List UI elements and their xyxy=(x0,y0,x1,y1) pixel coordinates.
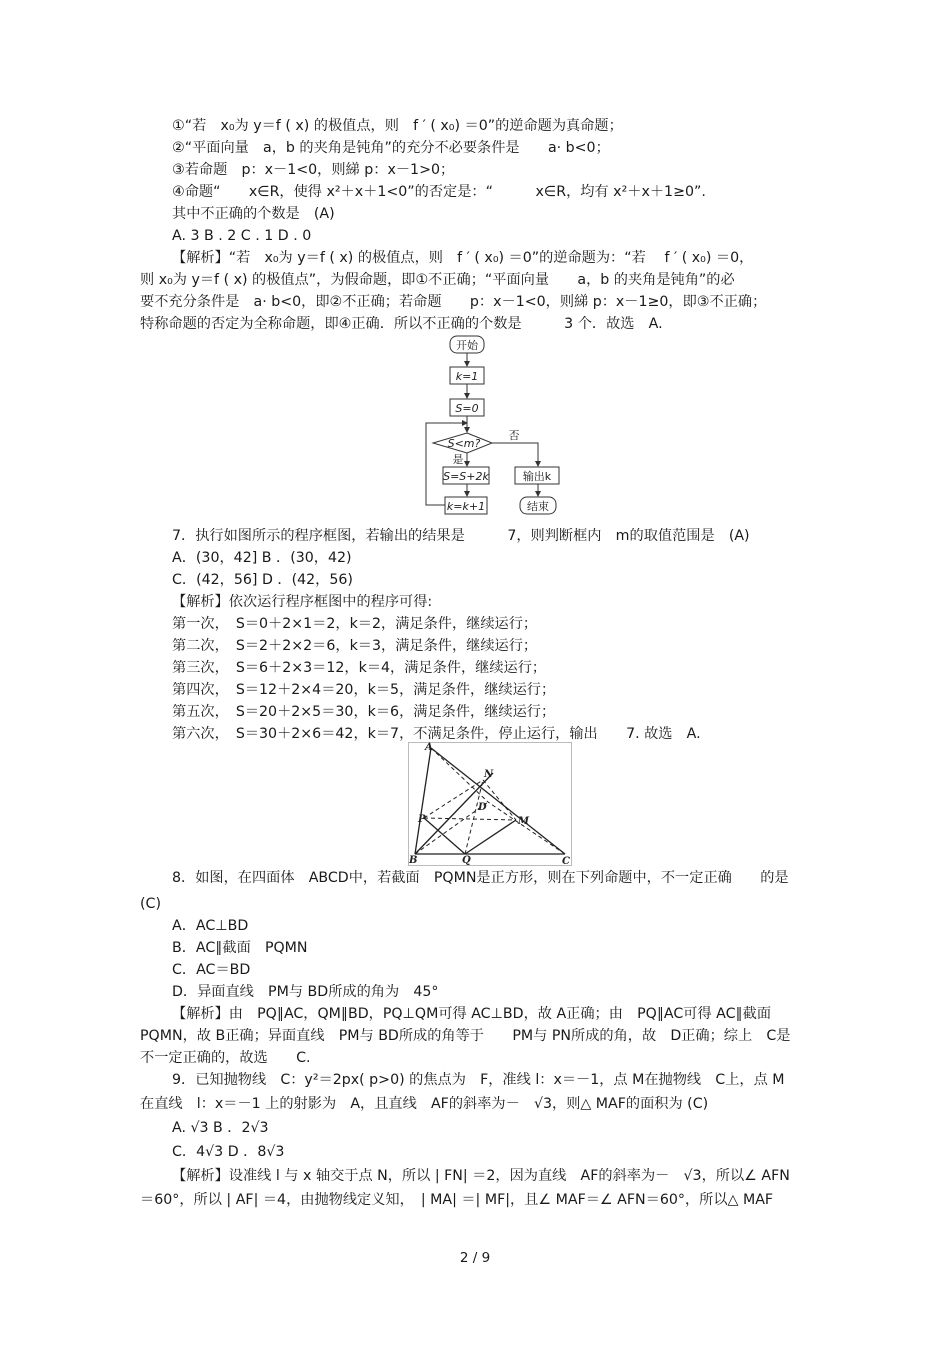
question-9-stem-1: 9．已知抛物线 C：y²＝2px( p>0) 的焦点为 F，准线 l：x＝－1，点 M在抛物线 C上，点 M xyxy=(172,1072,785,1088)
q6-solution-line-4: 特称命题的否定为全称命题，即④正确．所以不正确的个数是 3 个．故选 A. xyxy=(140,316,663,332)
edge-ad xyxy=(431,748,488,802)
question-7-options-ab: A．(30，42] B ．(30，42) xyxy=(172,550,352,566)
proposition-3: ③若命题 p：x－1<0，则綈 p：x－1>0； xyxy=(172,162,455,178)
point-q-label: Q xyxy=(462,855,471,866)
q8-option-d: D．异面直线 PM与 BD所成的角为 45° xyxy=(172,984,439,1000)
q8-solution-line-2: PQMN，故 B正确；异面直线 PM与 BD所成的角等于 PM与 PN所成的角，故 D正确；综上 C是 xyxy=(140,1028,791,1044)
proposition-4: ④命题“ x∈R，使得 x²＋x＋1<0”的否定是：“ x∈R，均有 x²＋x＋1≥0”. xyxy=(172,184,706,200)
end-label: 结束 xyxy=(527,500,549,513)
question-9-stem-2: 在直线 l：x＝－1 上的射影为 A，且直线 AF的斜率为－ √3，则△ MAF的面积为 (C) xyxy=(140,1096,709,1112)
q7-step-5: 第五次， S＝20＋2×5＝30，k＝6，满足条件，继续运行； xyxy=(172,704,556,720)
question-6-stem: 其中不正确的个数是 (A) xyxy=(172,206,335,222)
question-8-answer: (C) xyxy=(140,896,161,912)
question-6-options: A. 3 B . 2 C . 1 D . 0 xyxy=(172,228,312,244)
q8-solution-line-1: 【解析】由 PQ∥AC，QM∥BD，PQ⊥QM可得 AC⊥BD，故 A正确；由 PQ∥AC可得 AC∥截面 xyxy=(172,1006,772,1022)
q7-solution-intro: 【解析】依次运行程序框图中的程序可得: xyxy=(172,594,433,610)
vertex-b-label: B xyxy=(409,855,418,866)
program-flowchart xyxy=(418,335,568,521)
q6-solution-line-1: 【解析】“若 x₀为 y＝f ( x) 的极值点，则 f ′ ( x₀) ＝0”的逆命题为：“若 f ′ ( x₀) ＝0， xyxy=(172,250,754,266)
yes-label: 是 xyxy=(452,453,464,466)
proposition-1: ①“若 x₀为 y＝f ( x) 的极值点，则 f ′ ( x₀) ＝0”的逆命题为真命题； xyxy=(172,118,623,134)
edge-ab xyxy=(415,748,431,854)
q8-option-b: B．AC∥截面 PQMN xyxy=(172,940,308,956)
q9-options-ab: A. √3 B ．2√3 xyxy=(172,1120,269,1136)
q6-solution-line-3: 要不充分条件是 a· b<0，即②不正确；若命题 p：x－1<0，则綈 p：x－1≥0，即③不正确； xyxy=(140,294,767,310)
q8-option-c: C．AC＝BD xyxy=(172,962,251,978)
init-s-label: S=0 xyxy=(455,402,479,415)
vertex-c-label: C xyxy=(562,856,570,866)
q7-step-2: 第二次， S＝2＋2×2＝6，k＝3，满足条件，继续运行； xyxy=(172,638,538,654)
q8-option-a: A．AC⊥BD xyxy=(172,918,249,934)
segment-qm xyxy=(465,820,516,854)
page-number: 2 / 9 xyxy=(459,1250,491,1266)
q8-solution-line-3: 不一定正确的，故选 C. xyxy=(140,1050,311,1066)
update-s-label: S=S+2k xyxy=(443,470,489,483)
vertex-d-label: D xyxy=(478,802,487,813)
segment-pm xyxy=(424,818,516,820)
point-m-label: M xyxy=(518,816,530,827)
output-label: 输出k xyxy=(522,470,552,483)
question-7-stem: 7．执行如图所示的程序框图，若输出的结果是 7，则判断框内 m的取值范围是 (A) xyxy=(172,528,750,544)
edge-cd xyxy=(488,802,565,854)
q7-step-3: 第三次， S＝6＋2×3＝12，k＝4，满足条件，继续运行； xyxy=(172,660,547,676)
q7-step-1: 第一次， S＝0＋2×1＝2，k＝2，满足条件，继续运行； xyxy=(172,616,538,632)
init-k-label: k=1 xyxy=(455,370,479,383)
q9-solution-line-2: ＝60°，所以 | AF| ＝4，由抛物线定义知， | MA| ＝| MF|，且∠ MAF＝∠ AFN＝60°，所以△ MAF xyxy=(140,1192,774,1208)
proposition-2: ②“平面向量 a，b 的夹角是钝角”的充分不必要条件是 a· b<0； xyxy=(172,140,610,156)
q9-solution-line-1: 【解析】设准线 l 与 x 轴交于点 N，所以 | FN| ＝2，因为直线 AF的斜率为－ √3，所以∠ AFN xyxy=(172,1168,790,1184)
point-n-label: N xyxy=(484,769,494,780)
update-k-label: k=k+1 xyxy=(446,500,486,513)
q9-options-cd: C．4√3 D ．8√3 xyxy=(172,1144,285,1160)
segment-nm xyxy=(483,780,516,820)
q7-step-6: 第六次， S＝30＋2×6＝42，k＝7，不满足条件，停止运行，输出 7. 故选 A. xyxy=(172,726,701,742)
vertex-a-label: A xyxy=(425,742,433,753)
no-label: 否 xyxy=(508,429,520,442)
point-p-label: P xyxy=(418,814,426,825)
q6-solution-line-2: 则 x₀为 y＝f ( x) 的极值点”，为假命题，即①不正确；“平面向量 a，b 的夹角是钝角”的必 xyxy=(140,272,735,288)
condition-label: S<m? xyxy=(447,437,481,450)
question-7-options-cd: C．(42，56] D ．(42，56) xyxy=(172,572,353,588)
q7-step-4: 第四次， S＝12＋2×4＝20，k＝5，满足条件，继续运行； xyxy=(172,682,556,698)
question-8-stem: 8．如图，在四面体 ABCD中，若截面 PQMN是正方形，则在下列命题中，不一定正确 的是 xyxy=(172,870,789,886)
start-label: 开始 xyxy=(456,339,478,352)
tetrahedron-figure xyxy=(408,742,572,866)
